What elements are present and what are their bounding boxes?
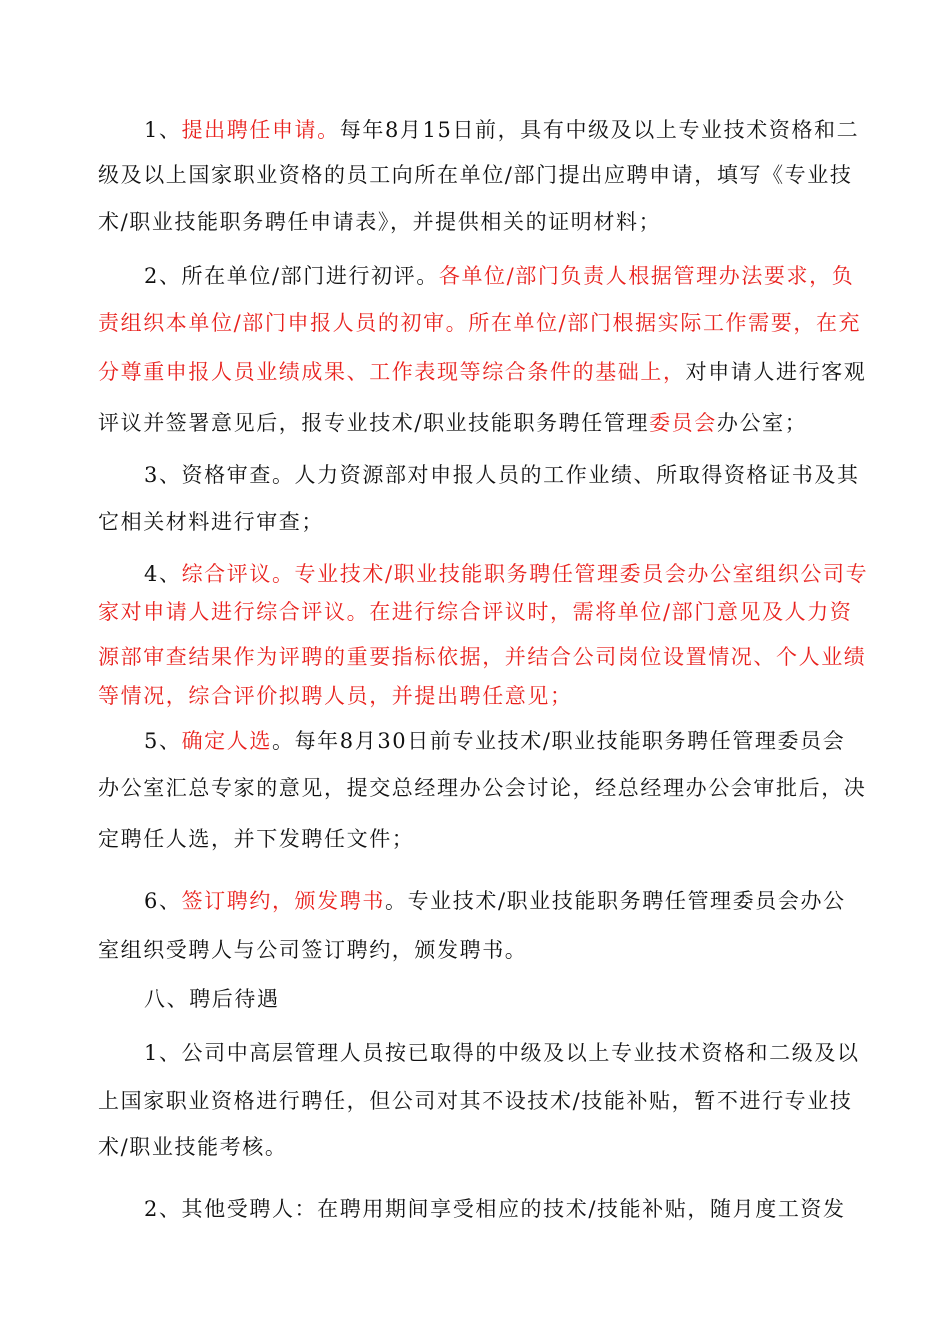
p1-line-3: 术/职业技能职务聘任申请表》，并提供相关的证明材料； bbox=[98, 210, 662, 234]
p4-line-4: 等情况，综合评价拟聘人员，并提出聘任意见； bbox=[98, 684, 573, 708]
p2-line-2: 责组织本单位/部门申报人员的初审。所在单位/部门根据实际工作需要，在充 bbox=[98, 311, 862, 335]
p2-text-3: 对申请人进行客观 bbox=[685, 360, 867, 384]
p2-line-3 bbox=[98, 352, 878, 392]
section-heading-8: 八、聘后待遇 bbox=[144, 987, 280, 1011]
p5-line-1 bbox=[144, 721, 924, 761]
p5-number: 5、 bbox=[144, 729, 182, 753]
p2-line-4 bbox=[98, 403, 878, 443]
p4-line-1 bbox=[144, 554, 924, 594]
p5-highlight: 确定人选 bbox=[181, 729, 272, 753]
p2-lead: 2、所在单位/部门进行初评。 bbox=[144, 264, 439, 288]
p2-highlight-2: 分尊重申报人员业绩成果、工作表现等综合条件的基础上， bbox=[98, 360, 686, 384]
p6-line-1 bbox=[144, 881, 924, 921]
p4-highlight: 综合评议。专业技术/职业技能职务聘任管理委员会办公室组织公司专 bbox=[181, 562, 869, 586]
p6-line-2: 室组织受聘人与公司签订聘约，颁发聘书。 bbox=[98, 938, 528, 962]
p4-line-3: 源部审查结果作为评聘的重要指标依据，并结合公司岗位设置情况、个人业绩 bbox=[98, 645, 867, 669]
p4-number: 4、 bbox=[144, 562, 182, 586]
p2-highlight-3: 委员会 bbox=[649, 411, 717, 435]
p2-text-4a: 评议并签署意见后，报专业技术/职业技能职务聘任管理 bbox=[98, 411, 650, 435]
p4-line-2: 家对申请人进行综合评议。在进行综合评议时，需将单位/部门意见及人力资 bbox=[98, 600, 853, 624]
p5-line-3: 定聘任人选，并下发聘任文件； bbox=[98, 827, 415, 851]
p7-line-2: 上国家职业资格进行聘任，但公司对其不设技术/技能补贴，暂不进行专业技 bbox=[98, 1089, 853, 1113]
p6-highlight: 签订聘约，颁发聘书 bbox=[181, 889, 385, 913]
p6-number: 6、 bbox=[144, 889, 182, 913]
p1-line-2: 级及以上国家职业资格的员工向所在单位/部门提出应聘申请，填写《专业技 bbox=[98, 163, 853, 187]
p6-text: 。专业技术/职业技能职务聘任管理委员会办公 bbox=[384, 889, 846, 913]
p1-text: 每年8月15日前，具有中级及以上专业技术资格和二 bbox=[339, 118, 860, 142]
p3-line-2: 它相关材料进行审查； bbox=[98, 510, 324, 534]
p7-line-1: 1、公司中高层管理人员按已取得的中级及以上专业技术资格和二级及以 bbox=[144, 1041, 860, 1065]
p3-line-1: 3、资格审查。人力资源部对申报人员的工作业绩、所取得资格证书及其 bbox=[144, 463, 860, 487]
p5-line-2: 办公室汇总专家的意见，提交总经理办公会讨论，经总经理办公会审批后，决 bbox=[98, 776, 867, 800]
p1-number: 1、 bbox=[144, 118, 182, 142]
p5-text: 。每年8月30日前专业技术/职业技能职务聘任管理委员会 bbox=[271, 729, 846, 753]
p2-text-4c: 办公室； bbox=[716, 411, 808, 435]
p2-highlight: 各单位/部门负责人根据管理办法要求，负 bbox=[438, 264, 855, 288]
p7-line-3: 术/职业技能考核。 bbox=[98, 1135, 288, 1159]
p1-line-1 bbox=[144, 110, 924, 150]
p8-line-1: 2、其他受聘人：在聘用期间享受相应的技术/技能补贴，随月度工资发 bbox=[144, 1197, 846, 1221]
p2-line-1 bbox=[144, 256, 924, 296]
p1-highlight: 提出聘任申请。 bbox=[181, 118, 340, 142]
